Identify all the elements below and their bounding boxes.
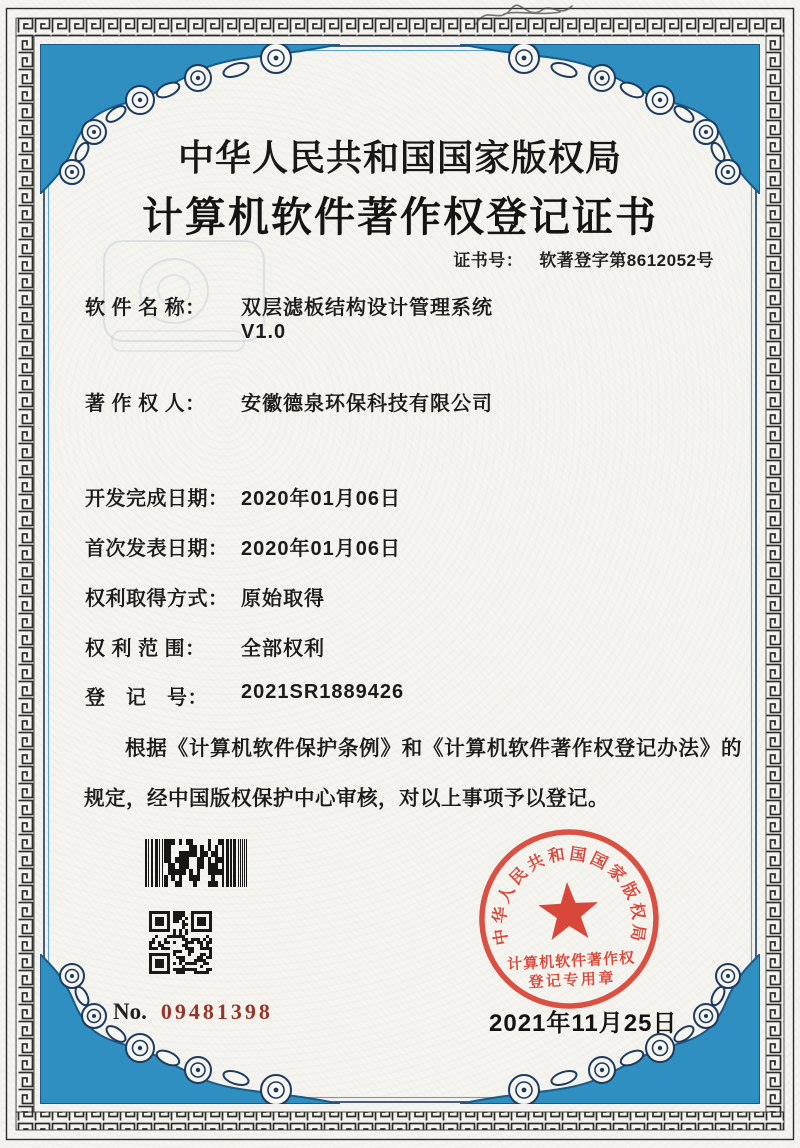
field-row-registration-number (85, 681, 404, 710)
certificate-number-value: 软著登字第8612052号 (539, 251, 714, 270)
field-value: 2020年01月06日 (241, 488, 401, 510)
field-row-first-publish-date (85, 532, 401, 561)
field-row-rights-scope (85, 632, 325, 661)
field-label: 首次发表日期： (85, 538, 229, 560)
field-row-software-name (85, 291, 493, 320)
serial-prefix: No. (113, 999, 147, 1024)
certificate-title: 计算机软件著作权登记证书 (142, 194, 658, 240)
field-label: 登 记 号： (85, 687, 208, 709)
field-label: 软 件 名 称： (85, 297, 206, 319)
field-row-dev-complete-date (85, 482, 401, 511)
seal-line1: 计算机软件著作权 (506, 949, 636, 974)
registration-statement: 根据《计算机软件保护条例》和《计算机软件著作权登记办法》的规定，经中国版权保护中心审核，对以上事项予以登记。 (84, 737, 742, 810)
authority-title: 中华人民共和国国家版权局 (177, 137, 622, 178)
qr-code-image (149, 911, 212, 974)
seal-ring-text: 中华人民共和国国家版权局 (490, 845, 648, 947)
field-label: 开发完成日期： (85, 488, 229, 510)
serial-number-line (113, 999, 273, 1025)
certificate-number-label: 证书号： (453, 251, 524, 270)
serial-number: 09481398 (160, 999, 273, 1024)
field-value: 原始取得 (241, 588, 325, 610)
field-value: 双层滤板结构设计管理系统 (241, 297, 493, 319)
field-row-acquisition-method (85, 582, 325, 611)
handwriting-mark (468, 0, 598, 30)
issue-date: 2021年11月25日 (489, 1010, 678, 1037)
seal-line2: 登记专用章 (528, 969, 617, 992)
field-value: 2020年01月06日 (241, 538, 401, 560)
field-label: 著 作 权 人： (85, 393, 206, 415)
field-row-copyright-owner (85, 387, 493, 416)
field-value: 2021SR1889426 (241, 681, 405, 703)
field-value: 全部权利 (241, 638, 325, 660)
field-value: 安徽德泉环保科技有限公司 (241, 393, 493, 415)
ghost-stamp-footer (111, 330, 245, 352)
field-value-version: V1.0 (241, 321, 287, 343)
barcode-image (145, 839, 269, 887)
field-label: 权利取得方式： (85, 588, 229, 610)
certificate-number-line (453, 246, 714, 271)
corner-flourish-bottom-left (40, 954, 340, 1104)
field-label: 权 利 范 围： (85, 638, 206, 660)
official-red-seal (468, 819, 670, 1021)
seal-star-icon (537, 880, 600, 940)
